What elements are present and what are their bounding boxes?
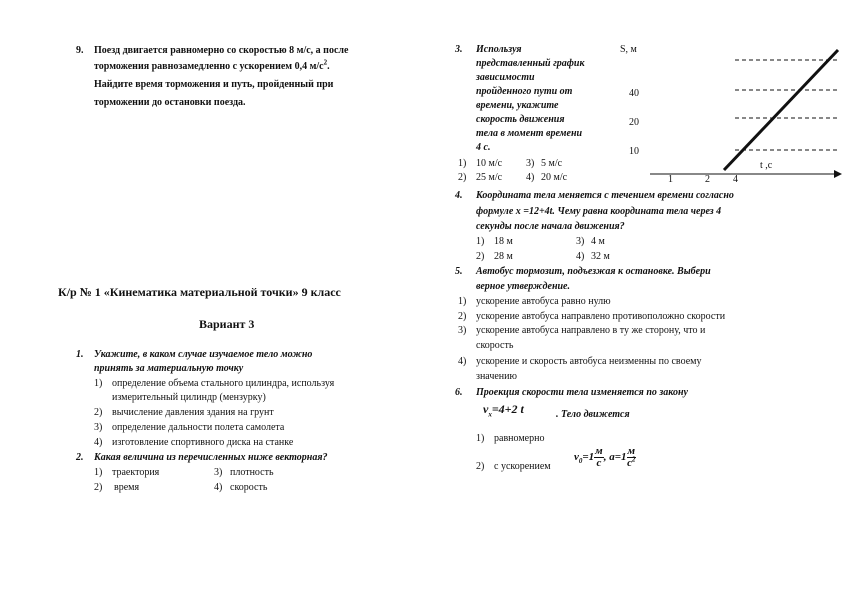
q6-f2-v: v <box>574 451 579 463</box>
q1-option-1-line2: измерительный цилиндр (мензурку) <box>112 392 266 403</box>
variant-label: Вариант 3 <box>199 317 255 331</box>
q3-number: 3. <box>455 44 463 55</box>
q6-f2-den2 <box>627 455 637 469</box>
q6-f2-den2-sup: 2 <box>631 455 636 464</box>
q3-option-2-number: 2) <box>458 172 467 183</box>
q6-number: 6. <box>455 387 463 398</box>
q3-line-6: скорость движения <box>476 114 565 125</box>
q4-line1: Координата тела меняется с течением времени согласно <box>476 190 734 201</box>
q5-line2: верное утверждение. <box>476 281 570 292</box>
graph-plot-area <box>650 40 842 185</box>
q2-option-4-text: скорость <box>230 482 268 493</box>
q9-line1: Поезд двигается равномерно со скоростью 8 м/с, а после <box>94 45 349 56</box>
q6-option-1-text: равномерно <box>494 433 545 444</box>
q1-line1: Укажите, в каком случае изучаемое тело можно <box>94 349 313 360</box>
graph-x-tick-4: 4 <box>733 174 738 185</box>
q1-option-1-number: 1) <box>94 378 103 389</box>
q1-option-4-number: 4) <box>94 437 103 448</box>
q6-initial-conditions-formula <box>574 446 636 469</box>
q3-option-4-number: 4) <box>526 172 535 183</box>
q5-line1: Автобус тормозит, подъезжая к остановке. Выбери <box>476 266 711 277</box>
q2-option-2-text: время <box>114 482 140 493</box>
q6-formula-sub: x <box>488 410 492 419</box>
q3-option-1-number: 1) <box>458 158 467 169</box>
q6-f2-fraction-1 <box>594 446 604 469</box>
q6-f2-eq: =1 <box>582 451 595 463</box>
q3-option-3-number: 3) <box>526 158 535 169</box>
q4-option-1-number: 1) <box>476 236 485 247</box>
q2-option-2-number: 2) <box>94 482 103 493</box>
q5-number: 5. <box>455 266 463 277</box>
q4-number: 4. <box>455 190 463 201</box>
q6-velocity-formula <box>483 402 524 419</box>
q3-line-8: 4 с. <box>476 142 491 153</box>
q1-number: 1. <box>76 349 84 360</box>
q6-f2-den1: с <box>596 457 602 469</box>
q1-line2: принять за материальную точку <box>94 363 244 374</box>
q6-f2-fraction-2 <box>627 446 637 469</box>
q1-option-1-line1: определение объема стального цилиндра, используя <box>112 378 335 389</box>
q4-option-4-number: 4) <box>576 251 585 262</box>
q3-option-3-text: 5 м/с <box>541 158 563 169</box>
graph-x-tick-1: 1 <box>668 174 673 185</box>
q1-option-4-text: изготовление спортивного диска на станке <box>112 437 294 448</box>
q5-option-4-number: 4) <box>458 356 467 367</box>
q3-option-4-text: 20 м/с <box>541 172 568 183</box>
q5-option-4-line1: ускорение и скорость автобуса неизменны по своему <box>476 356 702 367</box>
q3-line-2: представленный график <box>476 58 585 69</box>
q3-line-3: зависимости <box>476 72 535 83</box>
q4-line3: секунды после начала движения? <box>476 221 625 232</box>
q2-option-3-text: плотность <box>230 467 274 478</box>
q4-option-4-text: 32 м <box>591 251 610 262</box>
q9-line2-text: торможения равнозамедленно с ускорением 0,4 м/с <box>94 61 324 72</box>
q5-option-3-line1: ускорение автобуса направлено в ту же сторону, что и <box>476 325 706 336</box>
q5-option-1-number: 1) <box>458 296 467 307</box>
q2-option-3-number: 3) <box>214 467 223 478</box>
x-axis-arrow <box>834 170 842 178</box>
q4-option-3-number: 3) <box>576 236 585 247</box>
graph-x-axis-label: t ,c <box>760 160 773 171</box>
q6-f2-sub: 0 <box>578 457 583 466</box>
q4-option-1-text: 18 м <box>494 236 513 247</box>
q9-line3: Найдите время торможения и путь, пройденный при <box>94 79 334 90</box>
q9-number: 9. <box>76 45 84 56</box>
graph-y-axis-label: S, м <box>620 44 637 55</box>
q9-line2 <box>94 60 330 73</box>
q2-option-1-text: траектория <box>112 467 160 478</box>
q6-option-2-number: 2) <box>476 461 485 472</box>
q5-option-2-text: ускорение автобуса направлено противоположно скорости <box>476 311 726 322</box>
q4-option-3-text: 4 м <box>591 236 605 247</box>
q2-line1: Какая величина из перечисленных ниже векторная? <box>94 452 328 463</box>
q5-option-1-text: ускорение автобуса равно нулю <box>476 296 611 307</box>
q6-option-1-number: 1) <box>476 433 485 444</box>
q1-option-2-text: вычисление давления здания на грунт <box>112 407 274 418</box>
q2-number: 2. <box>76 452 84 463</box>
q6-option-2-text: с ускорением <box>494 461 551 472</box>
q1-option-3-number: 3) <box>94 422 103 433</box>
q4-line2: формуле x =12+4t. Чему равна координата тела через 4 <box>476 206 722 217</box>
s-of-t-line <box>724 50 838 170</box>
q6-f2-den2-text: с <box>627 457 632 469</box>
graph-y-tick-40: 40 <box>629 88 639 99</box>
graph-x-tick-2: 2 <box>705 174 710 185</box>
q3-line-7: тела в момент времени <box>476 128 583 139</box>
graph-y-tick-20: 20 <box>629 117 639 128</box>
q6-after-formula: . Тело движется <box>556 409 630 420</box>
q4-option-2-text: 28 м <box>494 251 513 262</box>
q1-option-3-text: определение дальности полета самолета <box>112 422 285 433</box>
q4-option-2-number: 2) <box>476 251 485 262</box>
q6-formula-v: v <box>483 402 489 416</box>
test-title: К/р № 1 «Кинематика материальной точки» 9 класс <box>58 285 341 299</box>
q5-option-4-line2: значению <box>476 371 517 382</box>
q3-line-4: пройденного пути от <box>476 86 573 97</box>
q9-line4: торможении до остановки поезда. <box>94 97 246 108</box>
q1-option-2-number: 2) <box>94 407 103 418</box>
q3-line-1: Используя <box>476 44 522 55</box>
q6-f2-mid: , a=1 <box>603 451 627 463</box>
q5-option-3-line2: скорость <box>476 340 514 351</box>
q5-option-3-number: 3) <box>458 325 467 336</box>
q6-line1: Проекция скорости тела изменяется по закону <box>476 387 688 398</box>
q3-line-5: времени, укажите <box>476 100 559 111</box>
q3-option-1-text: 10 м/с <box>476 158 503 169</box>
q2-option-1-number: 1) <box>94 467 103 478</box>
q3-option-2-text: 25 м/с <box>476 172 503 183</box>
q2-option-4-number: 4) <box>214 482 223 493</box>
q5-option-2-number: 2) <box>458 311 467 322</box>
q6-f2-num1: м <box>595 445 603 457</box>
q9-line2-sup: 2 <box>323 58 328 67</box>
q6-formula-rest: =4+2 t <box>491 402 524 416</box>
q9-line2-end: . <box>327 61 330 72</box>
q6-f2-num2: м <box>627 445 636 457</box>
graph-y-tick-10: 10 <box>629 146 639 157</box>
